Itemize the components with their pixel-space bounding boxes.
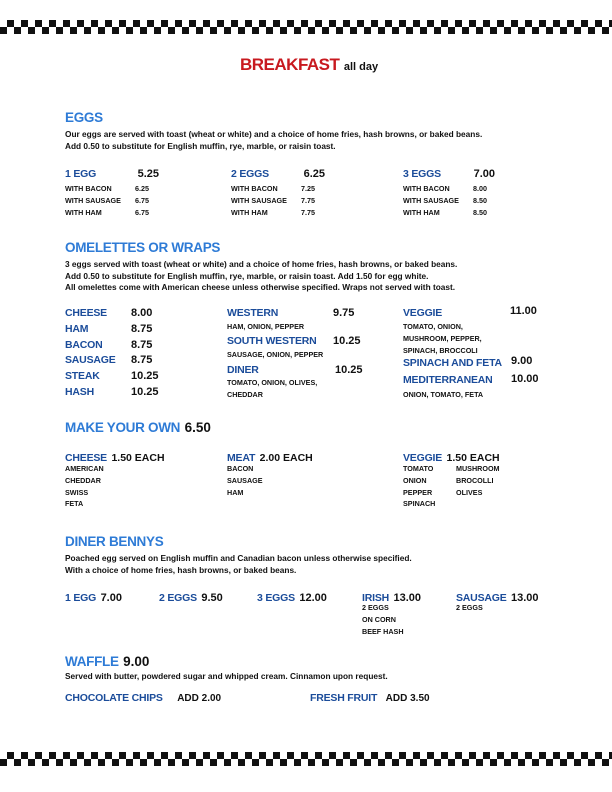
benny-price: 7.00 xyxy=(100,592,122,604)
bennys-description xyxy=(65,553,412,576)
myo-item: BACON xyxy=(227,464,254,473)
omelette-simple-list xyxy=(65,307,159,402)
addon-price: ADD 2.00 xyxy=(177,693,222,704)
omelette-name: BACON xyxy=(65,338,103,351)
eggs-description-line: Our eggs are served with toast (wheat or white) and a choice of home fries, hash browns, or baked beans. xyxy=(65,129,483,139)
myo-group-label: CHEESE xyxy=(65,452,107,464)
omelette-name: HAM xyxy=(65,322,89,335)
detail-line: 2 EGGS xyxy=(362,603,389,612)
make-your-own-heading: MAKE YOUR OWN xyxy=(65,420,181,435)
egg-option-1-subs xyxy=(65,183,121,218)
omelette-price: 8.75 xyxy=(131,338,153,351)
bennys-heading: DINER BENNYS xyxy=(65,534,164,549)
myo-item: PEPPER xyxy=(403,487,433,497)
waffle-description: Served with butter, powdered sugar and whipped cream. Cinnamon upon request. xyxy=(65,671,388,681)
egg-option-1-sub-prices xyxy=(135,183,149,218)
egg-option-3-subs xyxy=(403,183,459,218)
egg-option-price: 5.25 xyxy=(137,168,159,180)
omelette-mediterranean-price: 10.00 xyxy=(511,373,539,385)
benny-name: 1 EGG xyxy=(65,592,97,604)
detail-line: BEEF HASH xyxy=(362,626,404,636)
myo-item: AMERICAN xyxy=(65,464,104,473)
egg-option-2-sub-prices xyxy=(301,183,315,218)
egg-option-price: 6.25 xyxy=(303,168,325,180)
benny-name: IRISH xyxy=(362,592,390,604)
egg-option-1 xyxy=(65,168,165,180)
myo-item: ONION xyxy=(403,475,427,485)
benny-irish-detail xyxy=(362,602,404,637)
omelette-mediterranean-detail: ONION, TOMATO, FETA xyxy=(403,390,484,399)
detail-line: TOMATO, ONION, OLIVES, xyxy=(227,378,318,387)
egg-option-name: 1 EGG xyxy=(65,168,97,180)
sub-price: 6.75 xyxy=(135,207,149,217)
omelette-price: 10.25 xyxy=(131,370,159,383)
sub-item: WITH SAUSAGE xyxy=(65,195,121,205)
myo-item: FETA xyxy=(65,499,84,509)
checkered-border-bottom xyxy=(0,752,612,766)
benny-price: 12.00 xyxy=(299,592,327,604)
addon-name: CHOCOLATE CHIPS xyxy=(65,692,163,704)
addon-price: ADD 3.50 xyxy=(385,693,430,704)
sub-price: 7.25 xyxy=(301,184,315,193)
detail-line: SPINACH, BROCCOLI xyxy=(403,345,478,355)
omelettes-description-line: Add 0.50 to substitute for English muffin, rye, marble, or raisin toast. Add 1.50 for egg white. xyxy=(65,270,429,281)
egg-option-2 xyxy=(231,168,325,180)
omelette-veggie-price: 11.00 xyxy=(510,305,537,317)
make-your-own-price: 6.50 xyxy=(184,420,211,435)
benny-name: SAUSAGE xyxy=(456,592,507,604)
omelette-south-western-detail: SAUSAGE, ONION, PEPPER xyxy=(227,350,324,359)
myo-group-label: MEAT xyxy=(227,452,256,464)
sub-item: WITH HAM xyxy=(403,207,440,217)
omelette-western-name: WESTERN xyxy=(227,307,279,319)
omelette-western-price: 9.75 xyxy=(333,307,355,319)
egg-option-2-subs xyxy=(231,183,287,218)
benny-name: 3 EGGS xyxy=(257,592,295,604)
benny-option-3 xyxy=(257,588,327,606)
waffle-addon-fruit xyxy=(310,688,430,706)
myo-group-price: 2.00 EACH xyxy=(259,452,313,464)
myo-meat-items xyxy=(227,463,263,498)
eggs-description xyxy=(65,129,482,152)
omelette-name: SAUSAGE xyxy=(65,354,116,367)
detail-line: MUSHROOM, PEPPER, xyxy=(403,333,482,343)
benny-name: 2 EGGS xyxy=(159,592,197,604)
omelette-south-western-name: SOUTH WESTERN xyxy=(227,335,317,347)
sub-item: WITH SAUSAGE xyxy=(231,195,287,205)
myo-item: OLIVES xyxy=(456,487,483,497)
bennys-description-line: With a choice of home fries, hash browns, or baked beans. xyxy=(65,564,297,575)
sub-item: WITH HAM xyxy=(65,207,102,217)
waffle-heading: WAFFLE xyxy=(65,654,119,669)
benny-price: 13.00 xyxy=(510,592,539,604)
waffle-addon-chocolate xyxy=(65,688,221,706)
detail-line: TOMATO, ONION, xyxy=(403,322,463,331)
omelette-veggie-name: VEGGIE xyxy=(403,307,443,319)
myo-veggie-items-col2 xyxy=(456,463,500,498)
addon-name: FRESH FRUIT xyxy=(310,692,378,704)
omelettes-description-line: 3 eggs served with toast (wheat or white) and a choice of home fries, hash browns, or baked beans. xyxy=(65,259,458,269)
omelette-name: CHEESE xyxy=(65,307,107,319)
myo-veggie-items-col1 xyxy=(403,463,435,510)
benny-price: 13.00 xyxy=(393,592,421,604)
sub-item: WITH BACON xyxy=(65,184,112,193)
benny-option-2 xyxy=(159,588,223,606)
omelettes-description-line: All omelettes come with American cheese unless otherwise specified. Wraps not served with toast. xyxy=(65,282,456,292)
egg-option-3-sub-prices xyxy=(473,183,487,218)
detail-line: CHEDDAR xyxy=(227,389,263,399)
omelette-mediterranean-name: MEDITERRANEAN xyxy=(403,374,493,386)
sub-price: 8.00 xyxy=(473,184,487,193)
checkered-border-top xyxy=(0,20,612,34)
omelette-diner-name: DINER xyxy=(227,364,259,376)
omelette-diner-detail xyxy=(227,377,317,401)
detail-line: 2 EGGS xyxy=(456,603,483,612)
myo-item: TOMATO xyxy=(403,464,434,473)
myo-item: BROCOLLI xyxy=(456,475,494,485)
detail-line: ON CORN xyxy=(362,614,396,624)
myo-item: SPINACH xyxy=(403,499,436,509)
omelette-diner-price: 10.25 xyxy=(335,364,363,376)
sub-price: 8.50 xyxy=(473,195,487,205)
myo-group-price: 1.50 EACH xyxy=(111,452,165,464)
title-main: BREAKFAST xyxy=(240,55,340,74)
sub-item: WITH BACON xyxy=(231,184,278,193)
omelettes-heading: OMELETTES OR WRAPS xyxy=(65,240,221,255)
egg-option-price: 7.00 xyxy=(473,168,495,180)
myo-group-price: 1.50 EACH xyxy=(446,452,500,464)
omelette-spinach-feta-price: 9.00 xyxy=(511,355,533,367)
myo-cheese-items xyxy=(65,463,104,510)
omelette-western-detail: HAM, ONION, PEPPER xyxy=(227,322,305,331)
egg-option-name: 3 EGGS xyxy=(403,168,441,180)
omelette-name: HASH xyxy=(65,385,94,398)
myo-item: MUSHROOM xyxy=(456,464,500,473)
page-title xyxy=(240,55,378,75)
omelette-veggie-detail xyxy=(403,321,482,356)
waffle-price: 9.00 xyxy=(123,654,150,669)
waffle-header xyxy=(65,653,149,671)
sub-price: 8.50 xyxy=(473,207,487,217)
omelette-price: 10.25 xyxy=(131,385,159,398)
sub-item: WITH HAM xyxy=(231,207,268,217)
omelette-price: 8.75 xyxy=(131,322,153,335)
sub-item: WITH BACON xyxy=(403,184,450,193)
benny-price: 9.50 xyxy=(201,592,223,604)
egg-option-3 xyxy=(403,168,495,180)
eggs-description-line: Add 0.50 to substitute for English muffin, rye, marble, or raisin toast. xyxy=(65,140,336,151)
sub-price: 6.75 xyxy=(135,195,149,205)
myo-item: CHEDDAR xyxy=(65,475,101,485)
bennys-description-line: Poached egg served on English muffin and Canadian bacon unless otherwise specified. xyxy=(65,553,412,563)
sub-price: 7.75 xyxy=(301,207,315,217)
omelettes-description xyxy=(65,259,457,294)
sub-price: 7.75 xyxy=(301,195,315,205)
myo-group-label: VEGGIE xyxy=(403,452,443,464)
title-sub: all day xyxy=(343,61,379,73)
egg-option-name: 2 EGGS xyxy=(231,168,269,180)
myo-item: SAUSAGE xyxy=(227,475,263,485)
myo-item: SWISS xyxy=(65,487,89,497)
omelette-name: STEAK xyxy=(65,370,100,383)
benny-option-1 xyxy=(65,588,122,606)
myo-item: HAM xyxy=(227,487,244,497)
omelette-price: 8.75 xyxy=(131,354,153,367)
omelette-south-western-price: 10.25 xyxy=(333,335,361,347)
sub-price: 6.25 xyxy=(135,184,149,193)
eggs-heading: EGGS xyxy=(65,110,103,125)
make-your-own-header xyxy=(65,419,211,437)
sub-item: WITH SAUSAGE xyxy=(403,195,459,205)
omelette-spinach-feta-name: SPINACH AND FETA xyxy=(403,357,502,369)
omelette-price: 8.00 xyxy=(131,307,153,319)
benny-sausage-detail xyxy=(456,602,483,614)
